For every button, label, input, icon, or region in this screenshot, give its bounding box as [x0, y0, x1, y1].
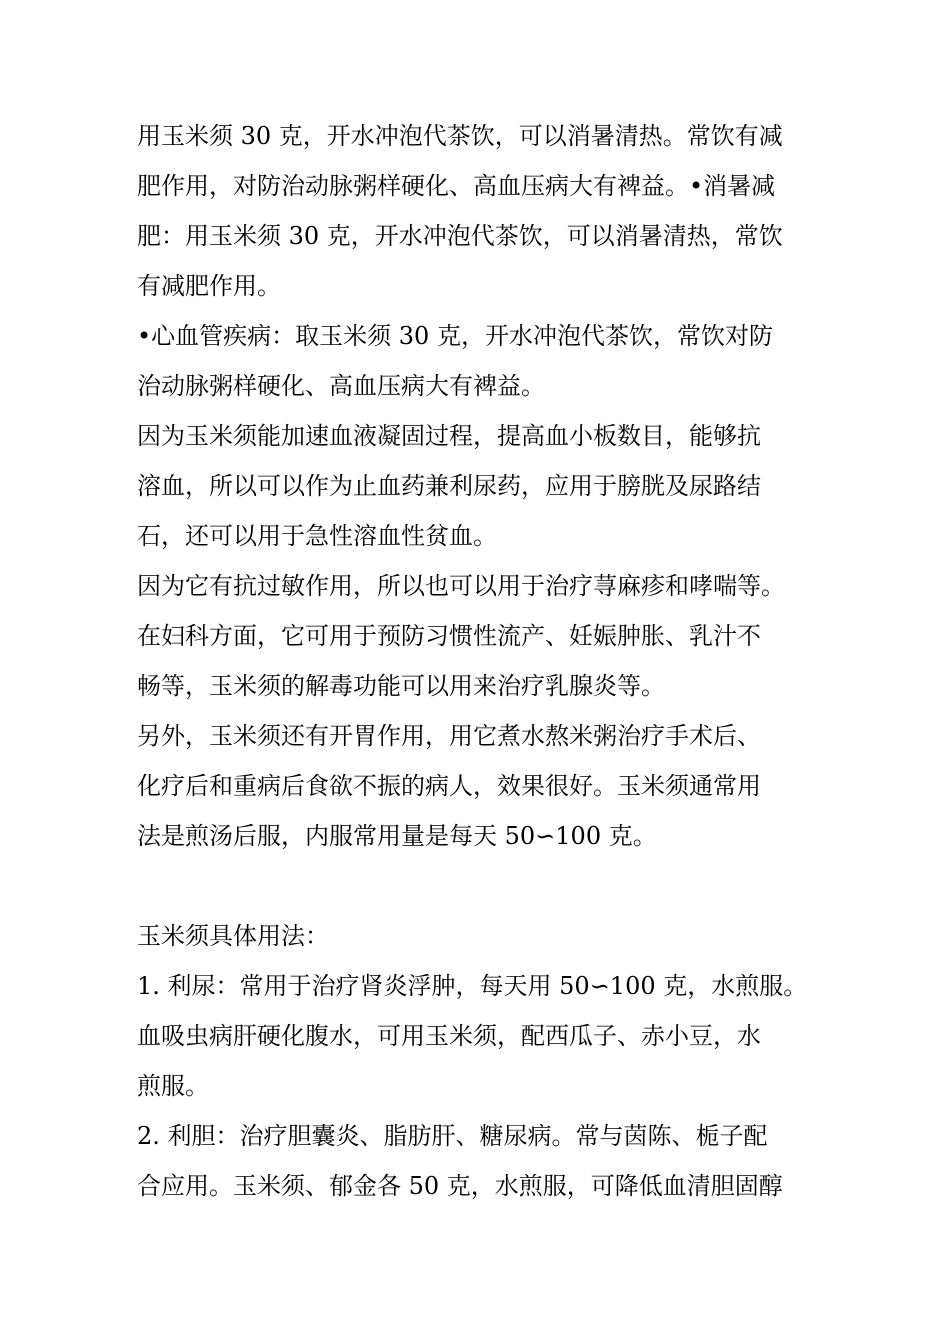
text-line: 合应用。玉米须、郁金各 50 克，水煎服，可降低血清胆固醇	[137, 1172, 783, 1200]
text-line: 另外，玉米须还有开胃作用，用它煮水熬米粥治疗手术后、	[137, 722, 761, 750]
text-line: 化疗后和重病后食欲不振的病人，效果很好。玉米须通常用	[137, 772, 761, 800]
text-line: 血吸虫病肝硬化腹水，可用玉米须，配西瓜子、赤小豆，水	[137, 1022, 761, 1050]
text-line: 1. 利尿：常用于治疗肾炎浮肿，每天用 50∽100 克，水煎服。	[137, 972, 808, 1000]
blank-line	[137, 861, 817, 911]
paragraph-appetite	[137, 711, 817, 861]
text-line: 肥：用玉米须 30 克，开水冲泡代茶饮，可以消暑清热，常饮	[137, 222, 783, 250]
paragraph-hemostasis	[137, 411, 817, 561]
text-line: 2. 利胆：治疗胆囊炎、脂肪肝、糖尿病。常与茵陈、栀子配	[137, 1122, 768, 1150]
paragraph-gynecology	[137, 611, 817, 711]
text-line: 治动脉粥样硬化、高血压病大有裨益。	[137, 372, 545, 400]
text-line: 因为它有抗过敏作用，所以也可以用于治疗荨麻疹和哮喘等。	[137, 572, 785, 600]
usage-item-choleretic	[137, 1111, 817, 1211]
text-line: 有减肥作用。	[137, 272, 281, 300]
usage-heading: 玉米须具体用法：	[137, 922, 329, 950]
paragraph-weight-loss	[137, 111, 817, 311]
text-line: 法是煎汤后服，内服常用量是每天 50∽100 克。	[137, 822, 657, 850]
text-line: 用玉米须 30 克，开水冲泡代茶饮，可以消暑清热。常饮有减	[137, 122, 783, 150]
text-line: 煎服。	[137, 1072, 209, 1100]
usage-item-diuretic	[137, 961, 817, 1111]
text-line: •心血管疾病：取玉米须 30 克，开水冲泡代茶饮，常饮对防	[137, 322, 773, 350]
text-line: 在妇科方面，它可用于预防习惯性流产、妊娠肿胀、乳汁不	[137, 622, 761, 650]
paragraph-anti-allergy	[137, 561, 817, 611]
text-line: 石，还可以用于急性溶血性贫血。	[137, 522, 497, 550]
text-line: 溶血，所以可以作为止血药兼利尿药，应用于膀胱及尿路结	[137, 472, 761, 500]
document-body	[137, 111, 817, 1211]
text-line: 因为玉米须能加速血液凝固过程，提高血小板数目，能够抗	[137, 422, 761, 450]
text-line: 畅等，玉米须的解毒功能可以用来治疗乳腺炎等。	[137, 672, 665, 700]
paragraph-cardiovascular	[137, 311, 817, 411]
text-line: 肥作用，对防治动脉粥样硬化、高血压病大有裨益。•消暑减	[137, 172, 776, 200]
